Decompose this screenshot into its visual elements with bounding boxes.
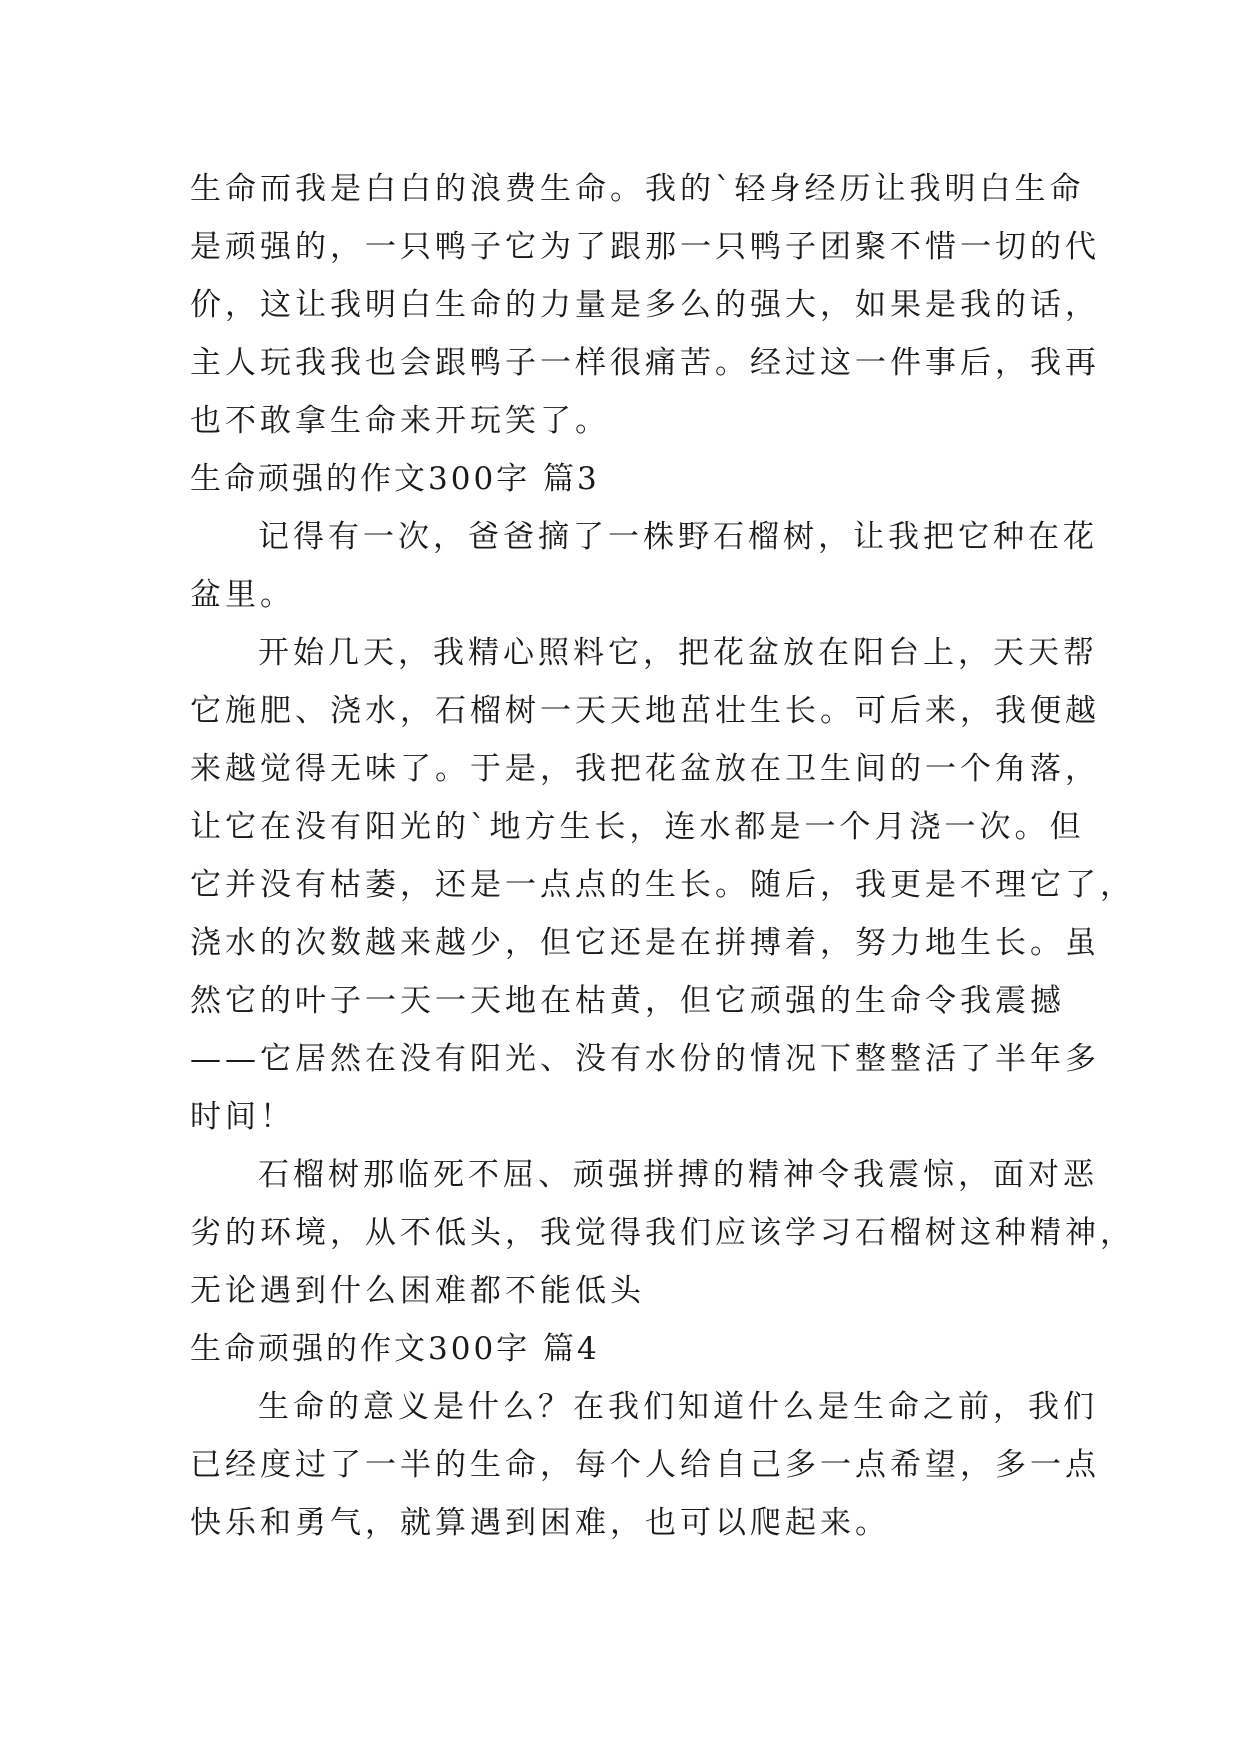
text-line: 开始几天，我精心照料它，把花盆放在阳台上，天天帮 xyxy=(258,635,1098,671)
text-line: 浇水的次数越来越少，但它还是在拼搏着，努力地生长。虽 xyxy=(190,925,1100,961)
text-line: 石榴树那临死不屈、顽强拼搏的精神令我震惊，面对恶 xyxy=(258,1157,1098,1193)
paragraph xyxy=(190,1378,1100,1552)
paragraph xyxy=(190,624,1135,1146)
document-page xyxy=(190,160,1135,1552)
paragraph xyxy=(190,160,1100,450)
section-heading: 生命顽强的作文300字 篇3 xyxy=(190,461,600,497)
paragraph xyxy=(190,1146,1135,1320)
text-line: 快乐和勇气，就算遇到困难，也可以爬起来。 xyxy=(190,1505,890,1541)
text-line: 价，这让我明白生命的力量是多么的强大，如果是我的话， xyxy=(190,287,1100,323)
text-line: 它施肥、浇水，石榴树一天天地茁壮生长。可后来，我便越 xyxy=(190,693,1100,729)
text-line: 也不敢拿生命来开玩笑了。 xyxy=(190,403,610,439)
text-line: 让它在没有阳光的`地方生长，连水都是一个月浇一次。但 xyxy=(190,809,1085,845)
text-line: ——它居然在没有阳光、没有水份的情况下整整活了半年多 xyxy=(190,1041,1100,1077)
text-line: 生命的意义是什么？在我们知道什么是生命之前，我们 xyxy=(258,1389,1098,1425)
text-line: 它并没有枯萎，还是一点点的生长。随后，我更是不理它了， xyxy=(190,867,1135,903)
section-heading: 生命顽强的作文300字 篇4 xyxy=(190,1331,600,1367)
text-line: 已经度过了一半的生命，每个人给自己多一点希望，多一点 xyxy=(190,1447,1100,1483)
text-line: 记得有一次，爸爸摘了一株野石榴树，让我把它种在花 xyxy=(258,519,1098,555)
text-line: 盆里。 xyxy=(190,577,295,613)
text-line: 是顽强的，一只鸭子它为了跟那一只鸭子团聚不惜一切的代 xyxy=(190,229,1100,265)
text-line: 然它的叶子一天一天地在枯黄，但它顽强的生命令我震撼 xyxy=(190,983,1065,1019)
text-line: 劣的环境，从不低头，我觉得我们应该学习石榴树这种精神， xyxy=(190,1215,1135,1251)
text-line: 时间！ xyxy=(190,1099,295,1135)
paragraph xyxy=(190,508,1098,624)
text-line: 无论遇到什么困难都不能低头 xyxy=(190,1273,645,1309)
text-line: 来越觉得无味了。于是，我把花盆放在卫生间的一个角落， xyxy=(190,751,1100,787)
text-line: 主人玩我我也会跟鸭子一样很痛苦。经过这一件事后，我再 xyxy=(190,345,1100,381)
text-line: 生命而我是白白的浪费生命。我的`轻身经历让我明白生命 xyxy=(190,171,1085,207)
